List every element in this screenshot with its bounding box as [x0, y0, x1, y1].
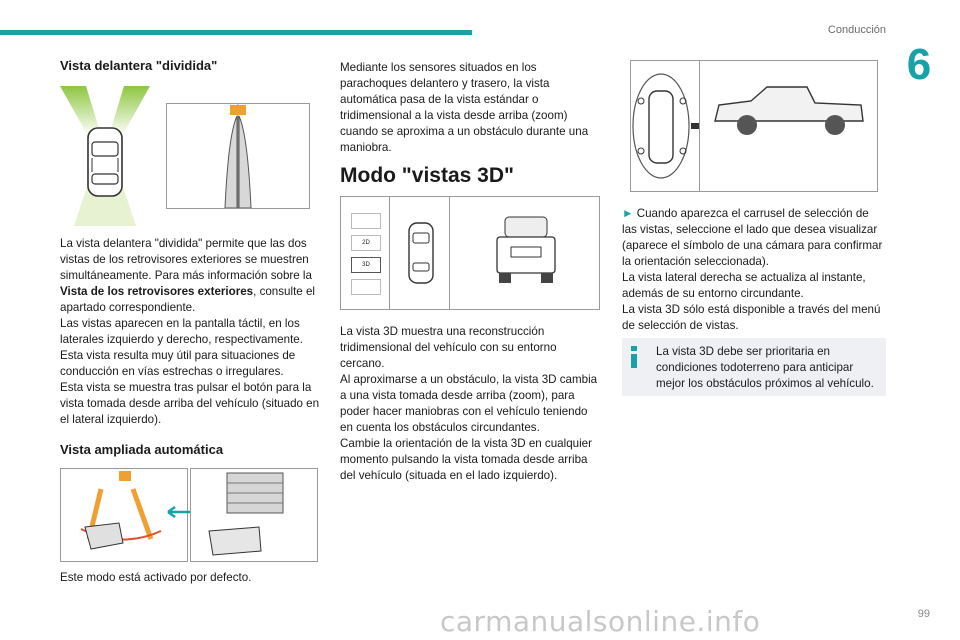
screen-side-view	[630, 60, 878, 192]
illustration-car-split-view	[60, 84, 152, 226]
carousel-instructions: ► Cuando aparezca el carrusel de selección de las vistas, seleccione el lado que desea visualizar (aparece el símbolo de una cámara para confirmar la orientación seleccionada). La vista lateral derecha se actualiza al instante, además de su entorno circundante. La vista 3D sólo está disponible a través del menú de selección de vistas.	[622, 207, 883, 332]
screen-split-view	[166, 103, 310, 209]
top-view-car-icon	[401, 219, 441, 289]
page-number: 99	[917, 608, 930, 620]
heading-split-front-view: Vista delantera "dividida"	[60, 58, 218, 73]
heading-auto-zoom-view: Vista ampliada automática	[60, 442, 224, 457]
header-accent-bar	[0, 30, 472, 35]
watermark: carmanualsonline.info	[440, 605, 761, 638]
menu-option-settings[interactable]	[351, 279, 381, 295]
split-view-text: La vista delantera "dividida" permite que las dos vistas de los retrovisores exteriores se muestren simultáneamente. Para más información sobre la Vista de los retrovisores exteriores, consulte el apartado correspondiente. Las vistas aparecen en la pantalla táctil, en los laterales izquierdo y derecho, respectivamente. Esta vista resulta muy útil para situaciones de conducción en vías estrechas o irregulares. Esta vista se muestra tras pulsar el botón para la vista tomada desde arriba del vehículo (situado en el lateral izquierdo).	[60, 237, 320, 426]
info-icon	[630, 346, 638, 368]
section-title: Conducción	[827, 24, 886, 36]
menu-option-camera[interactable]	[351, 213, 381, 229]
menu-option-2d[interactable]: 2D	[351, 235, 381, 251]
screen-3d-mode	[340, 196, 600, 310]
chapter-number: 6	[906, 40, 932, 89]
view-carousel-icon	[631, 71, 699, 181]
sensors-text: Mediante los sensores situados en los parachoques delantero y trasero, la vista automática pasa de la vista estándar o tridimensional a la vista desde arriba (zoom) cuando se aproxima a un obstáculo durante una maniobra.	[340, 61, 589, 154]
auto-zoom-text: Este modo está activado por defecto.	[60, 571, 252, 584]
info-note	[622, 338, 886, 396]
screen-zoom-top-view	[190, 468, 318, 562]
pickup-rear-3d-icon	[491, 213, 561, 287]
view-selection-menu[interactable]	[351, 213, 381, 295]
menu-option-3d[interactable]: 3D	[351, 257, 381, 273]
pickup-side-icon	[711, 81, 867, 141]
note-text: La vista 3D debe ser prioritaria en condiciones todoterreno para anticipar mejor los obstáculos próximos al vehículo.	[656, 345, 874, 390]
3d-view-text: La vista 3D muestra una reconstrucción tridimensional del vehículo con su entorno cercano. Al aproximarse a un obstáculo, la vista 3D cambia a una vista tomada desde arriba (zoom), para poder hacer maniobras con el vehículo teniendo en cuenta los obstáculos circundantes. Cambie la orientación de la vista 3D en cualquier momento pulsando la vista tomada desde arriba del vehículo (situada en el lado izquierdo).	[340, 325, 598, 482]
heading-3d-views: Modo "vistas 3D"	[340, 164, 514, 187]
